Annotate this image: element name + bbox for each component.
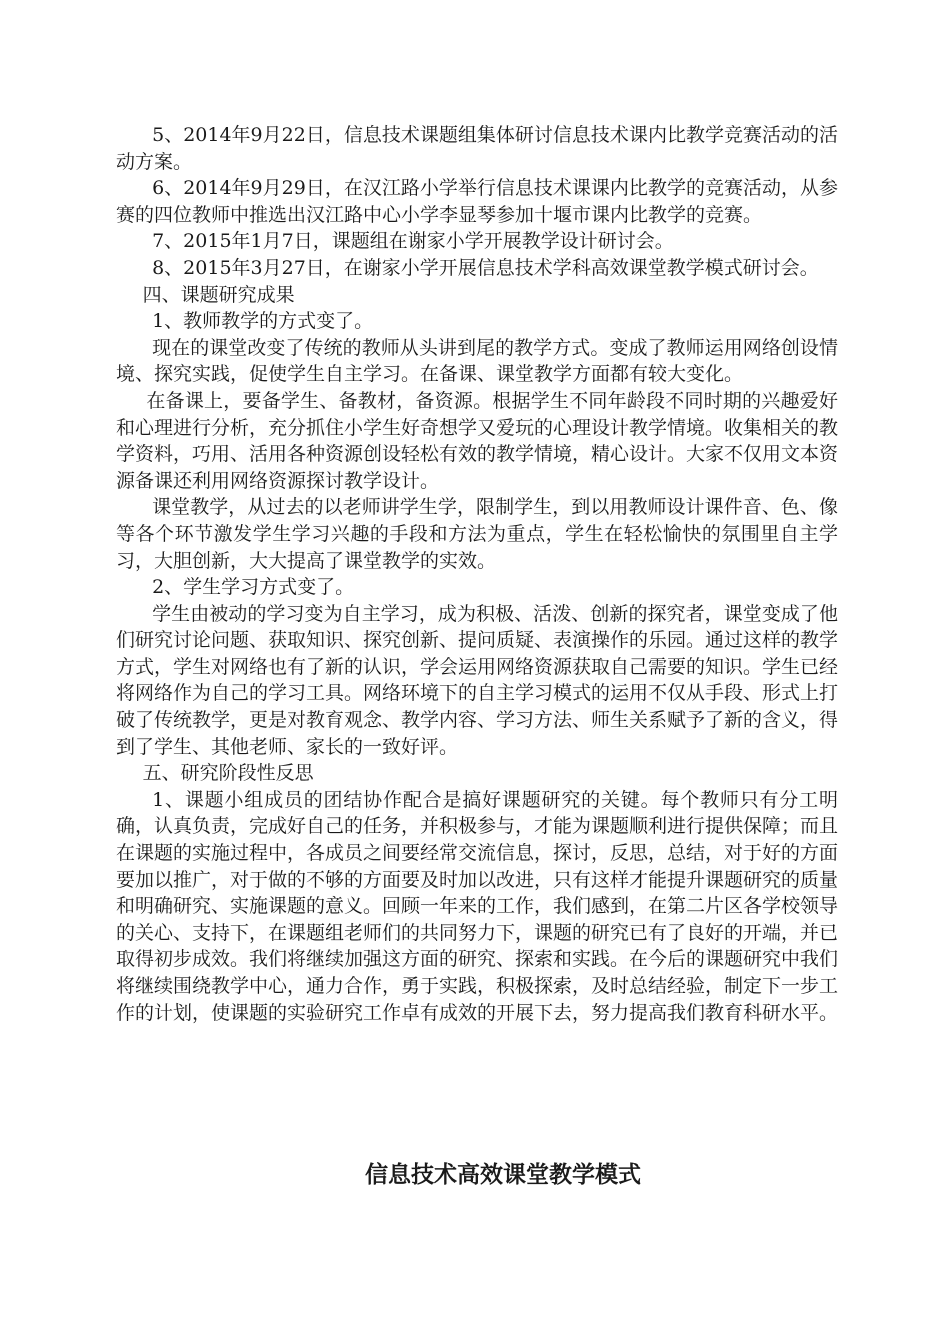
list-item: 6、2014年9月29日，在汉江路小学举行信息技术课课内比教学的竞赛活动，从参赛的四位教师中推选出汉江路中心小学李显琴参加十堰市课内比教学的竞赛。 xyxy=(116,177,838,226)
document-body xyxy=(116,122,838,1026)
section-heading: 五、研究阶段性反思 xyxy=(142,762,314,785)
list-item: 5、2014年9月22日，信息技术课题组集体研讨信息技术课内比教学竞赛活动的活动方案。 xyxy=(116,124,838,173)
list-item: 8、2015年3月27日，在谢家小学开展信息技术学科高效课堂教学模式研讨会。 xyxy=(152,256,819,279)
subheading: 2、学生学习方式变了。 xyxy=(152,576,355,599)
document-title: 信息技术高效课堂教学模式 xyxy=(365,1162,641,1188)
paragraph: 1、课题小组成员的团结协作配合是搞好课题研究的关键。每个教师只有分工明确，认真负责，完成好自己的任务，并积极参与，才能为课题顺利进行提供保障；而且在课题的实施过程中，各成员之间要经常交流信息，探讨，反思，总结，对于好的方面要加以推广，对于做的不够的方面要及时加以改进，只有这样才能提升课题研究的质量和明确研究、实施课题的意义。回顾一年来的工作，我们感到，在第二片区各学校领导的关心、支持下，在课题组老师们的共同努力下，课题的研究已有了良好的开端，并已取得初步成效。我们将继续加强这方面的研究、探索和实践。在今后的课题研究中我们将继续围绕教学中心，通力合作，勇于实践，积极探索，及时总结经验，制定下一步工作的计划，使课题的实验研究工作卓有成效的开展下去，努力提高我们教育科研水平。 xyxy=(116,788,839,1024)
subheading: 1、教师教学的方式变了。 xyxy=(152,310,374,333)
paragraph: 学生由被动的学习变为自主学习，成为积极、活泼、创新的探究者，课堂变成了他们研究讨论问题、获取知识、探究创新、提问质疑、表演操作的乐园。通过这样的教学方式，学生对网络也有了新的认识，学会运用网络资源获取自己需要的知识。学生已经将网络作为自己的学习工具。网络环境下的自主学习模式的运用不仅从手段、形式上打破了传统教学，更是对教育观念、教学内容、学习方法、师生关系赋予了新的含义，得到了学生、其他老师、家长的一致好评。 xyxy=(116,602,839,758)
paragraph: 在备课上，要备学生、备教材，备资源。根据学生不同年龄段不同时期的兴趣爱好和心理进行分析，充分抓住小学生好奇想学又爱玩的心理设计教学情境。收集相关的教学资料，巧用、活用各种资源创设轻松有效的教学情境，精心设计。大家不仅用文本资源备课还利用网络资源探讨教学设计。 xyxy=(116,389,839,492)
section-heading: 四、课题研究成果 xyxy=(142,283,295,306)
paragraph: 课堂教学，从过去的以老师讲学生学，限制学生，到以用教师设计课件音、色、像等各个环节激发学生学习兴趣的手段和方法为重点，学生在轻松愉快的氛围里自主学习，大胆创新，大大提高了课堂教学的实效。 xyxy=(116,496,838,572)
list-item: 7、2015年1月7日，课题组在谢家小学开展教学设计研讨会。 xyxy=(152,230,674,253)
paragraph: 现在的课堂改变了传统的教师从头讲到尾的教学方式。变成了教师运用网络创设情境、探究实践，促使学生自主学习。在备课、课堂教学方面都有较大变化。 xyxy=(116,336,838,386)
